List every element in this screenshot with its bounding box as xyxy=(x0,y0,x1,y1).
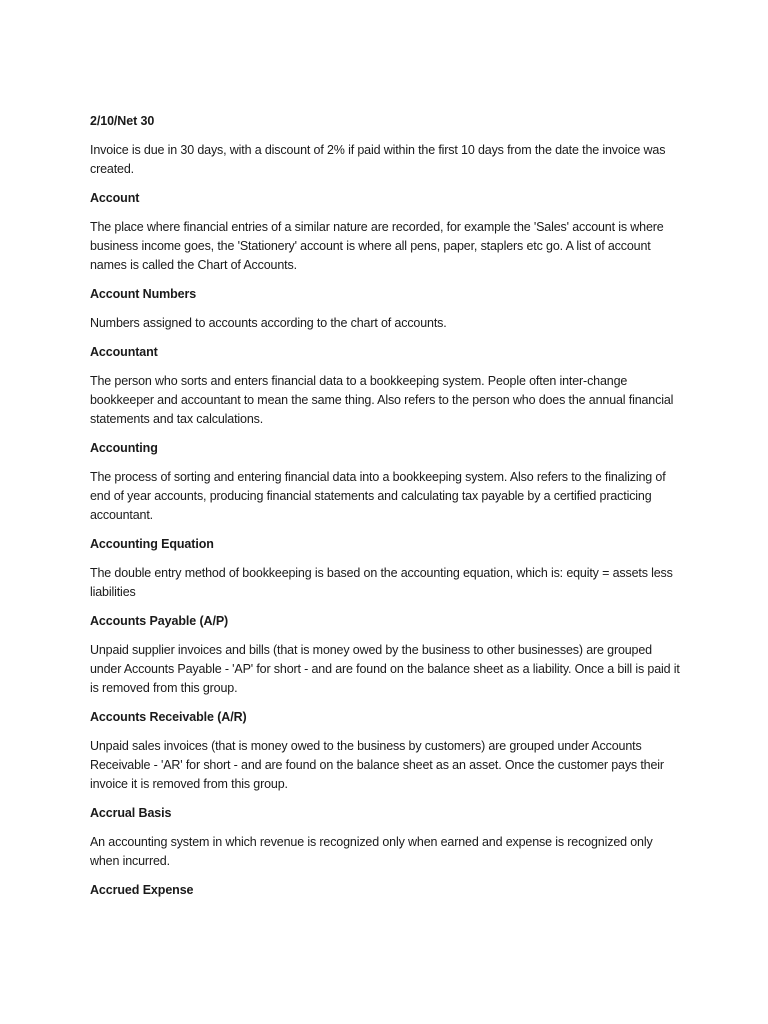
glossary-term: Accounting xyxy=(90,441,158,455)
glossary-entry xyxy=(90,804,680,871)
glossary-entry xyxy=(90,439,680,525)
glossary-definition: Numbers assigned to accounts according to the chart of accounts. xyxy=(90,316,447,330)
glossary-definition: An accounting system in which revenue is recognized only when earned and expense is recognized only when incurred. xyxy=(90,835,653,868)
glossary-term: Account xyxy=(90,191,140,205)
glossary-definition: The person who sorts and enters financial data to a bookkeeping system. People often inter-change bookkeeper and accountant to mean the same thing. Also refers to the person who does the annual financial statements and tax calculations. xyxy=(90,374,674,426)
glossary-entry xyxy=(90,881,680,900)
glossary-term: Accrual Basis xyxy=(90,806,172,820)
glossary-term: Accounts Receivable (A/R) xyxy=(90,710,247,724)
glossary-entry xyxy=(90,708,680,794)
glossary xyxy=(90,112,680,910)
glossary-entry xyxy=(90,112,680,179)
glossary-entry xyxy=(90,285,680,333)
glossary-definition: The double entry method of bookkeeping is based on the accounting equation, which is: equity = assets less liabilities xyxy=(90,566,673,599)
glossary-entry xyxy=(90,343,680,429)
glossary-definition: The process of sorting and entering financial data into a bookkeeping system. Also refers to the finalizing of end of year accounts, producing financial statements and calculating tax payable by a certified practicing accountant. xyxy=(90,470,666,522)
glossary-entry xyxy=(90,535,680,602)
glossary-term: 2/10/Net 30 xyxy=(90,114,155,128)
glossary-definition: Unpaid sales invoices (that is money owed to the business by customers) are grouped under Accounts Receivable - 'AR' for short - and are found on the balance sheet as an asset. Once the customer pays their invoice it is removed from this group. xyxy=(90,739,664,791)
glossary-definition: Invoice is due in 30 days, with a discount of 2% if paid within the first 10 days from the date the invoice was created. xyxy=(90,143,666,176)
glossary-definition: The place where financial entries of a similar nature are recorded, for example the 'Sales' account is where business income goes, the 'Stationery' account is where all pens, paper, staplers etc go. A list of account names is called the Chart of Accounts. xyxy=(90,220,664,272)
glossary-term: Accrued Expense xyxy=(90,883,194,897)
glossary-term: Accountant xyxy=(90,345,158,359)
glossary-entry xyxy=(90,612,680,698)
glossary-definition: Unpaid supplier invoices and bills (that is money owed by the business to other businesses) are grouped under Accounts Payable - 'AP' for short - and are found on the balance sheet as a liability. Once a bill is paid it is removed from this group. xyxy=(90,643,680,695)
glossary-entry xyxy=(90,189,680,275)
glossary-term: Account Numbers xyxy=(90,287,197,301)
glossary-term: Accounts Payable (A/P) xyxy=(90,614,229,628)
glossary-term: Accounting Equation xyxy=(90,537,214,551)
